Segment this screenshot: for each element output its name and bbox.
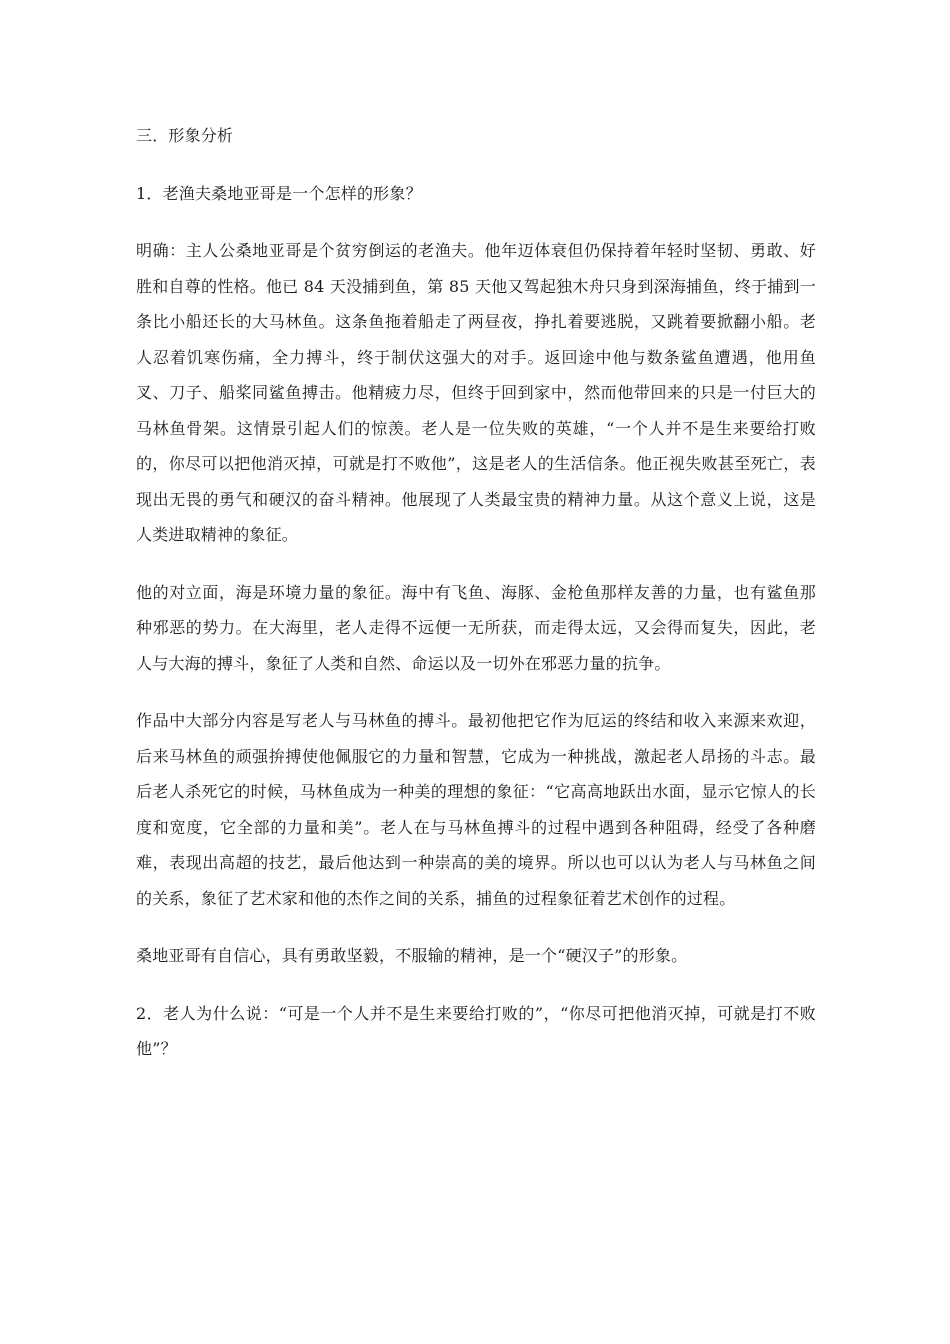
document-body [136,118,816,1067]
section-heading: 三．形象分析 [136,126,234,145]
summary-paragraph: 桑地亚哥有自信心，具有勇敢坚毅，不服输的精神，是一个“硬汉子”的形象。 [136,946,688,965]
answer-1-paragraph: 明确：主人公桑地亚哥是个贫穷倒运的老渔夫。他年迈体衰但仍保持着年轻时坚韧、勇敢、好胜和自尊的性格。他已 84 天没捕到鱼，第 85 天他又驾起独木舟只身到深海捕鱼，终于捕到一条比小船还长的大马林鱼。这条鱼拖着船走了两昼夜，挣扎着要逃脱，又跳着要掀翻小船。老人忍着饥寒伤痛，全力搏斗，终于制伏这强大的对手。返回途中他与数条鲨鱼遭遇，他用鱼叉、刀子、船桨同鲨鱼搏击。他精疲力尽，但终于回到家中，然而他带回来的只是一付巨大的马林鱼骨架。这情景引起人们的惊羡。老人是一位失败的英雄，“一个人并不是生来要给打败的，你尽可以把他消灭掉，可就是打不败他”，这是老人的生活信条。他正视失败甚至死亡，表现出无畏的勇气和硬汉的奋斗精神。他展现了人类最宝贵的精神力量。从这个意义上说，这是人类进取精神的象征。 [136,241,816,544]
question-2: 2．老人为什么说：“可是一个人并不是生来要给打败的”，“你尽可把他消灭掉，可就是打不败他”？ [136,1003,816,1058]
sea-paragraph: 他的对立面，海是环境力量的象征。海中有飞鱼、海豚、金枪鱼那样友善的力量，也有鲨鱼那种邪恶的势力。在大海里，老人走得不远便一无所获，而走得太远，又会得而复失，因此，老人与大海的搏斗，象征了人类和自然、命运以及一切外在邪恶力量的抗争。 [136,582,816,673]
marlin-paragraph: 作品中大部分内容是写老人与马林鱼的搏斗。最初他把它作为厄运的终结和收入来源来欢迎，后来马林鱼的顽强拚搏使他佩服它的力量和智慧，它成为一种挑战，激起老人昂扬的斗志。最后老人杀死它的时候，马林鱼成为一种美的理想的象征：“它高高地跃出水面，显示它惊人的长度和宽度，它全部的力量和美”。老人在与马林鱼搏斗的过程中遇到各种阻碍，经受了各种磨难，表现出高超的技艺，最后他达到一种崇高的美的境界。所以也可以认为老人与马林鱼之间的关系，象征了艺术家和他的杰作之间的关系，捕鱼的过程象征着艺术创作的过程。 [136,711,816,908]
question-1: 1．老渔夫桑地亚哥是一个怎样的形象？ [136,183,422,203]
